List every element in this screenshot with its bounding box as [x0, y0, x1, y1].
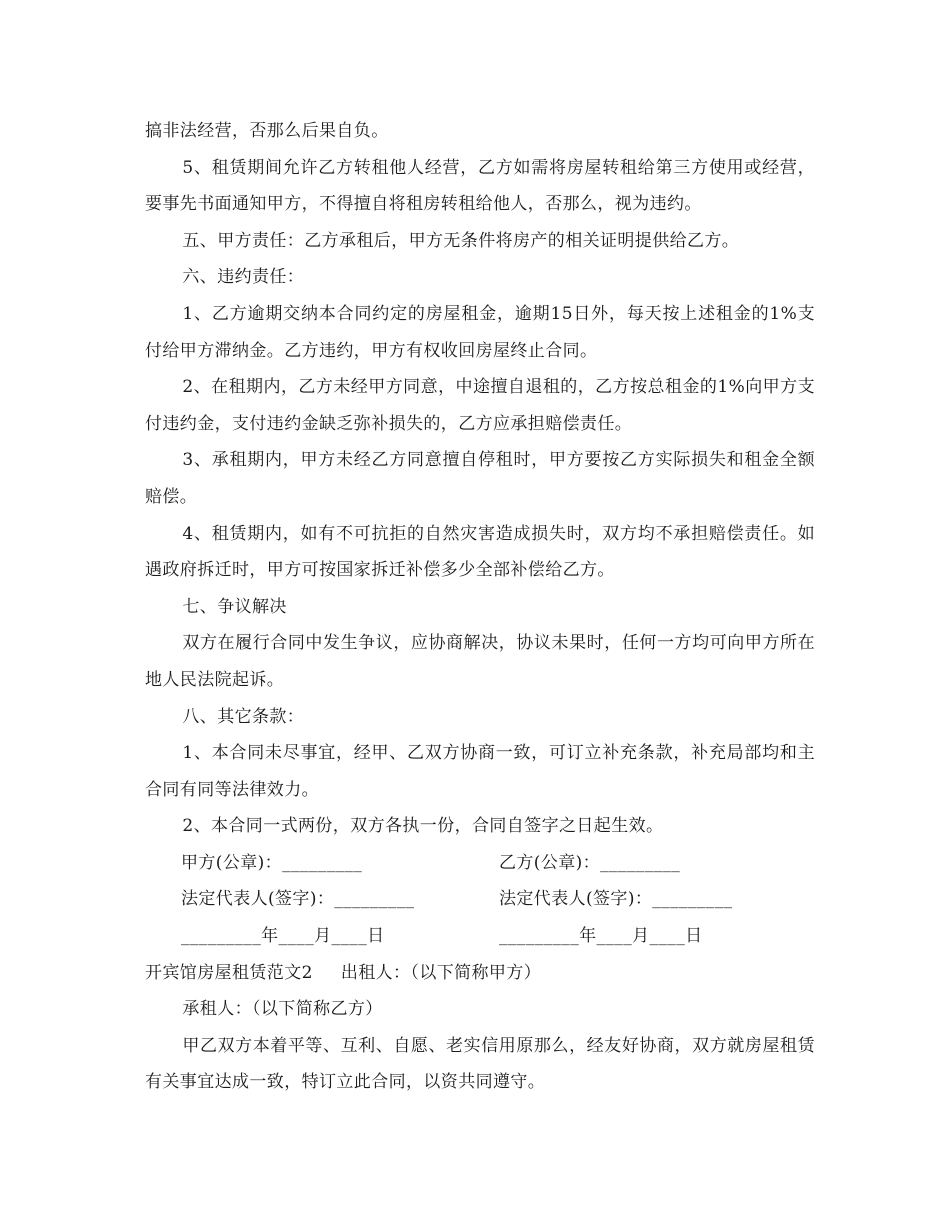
party-a-seal: 甲方(公章)：_________ [181, 852, 363, 873]
signature-rep-row [145, 881, 815, 918]
paragraph-other-2: 2、本合同一式两份，双方各执一份，合同自签字之日起生效。 [182, 816, 664, 837]
heading-breach-liability: 六、违约责任： [182, 267, 305, 288]
section2-title: 开宾馆房屋租赁范文2 [145, 962, 313, 983]
paragraph-breach-4: 4、租赁期内，如有不可抗拒的自然灾害造成损失时，双方均不承担赔偿责任。如遇政府拆迁时，甲方可按国家拆迁补偿多少全部补偿给乙方。 [145, 523, 815, 581]
paragraph-breach-3: 3、承租期内，甲方未经乙方同意擅自停租时，甲方要按乙方实际损失和租金全额赔偿。 [145, 450, 815, 507]
heading-other-terms: 八、其它条款： [182, 706, 305, 727]
paragraph-breach-2: 2、在租期内，乙方未经甲方同意，中途擅自退租的，乙方按总租金的1%向甲方支付违约金，支付违约金缺乏弥补损失的，乙方应承担赔偿责任。 [145, 377, 815, 434]
party-b-seal: 乙方(公章)：_________ [499, 852, 681, 873]
heading-dispute-resolution: 七、争议解决 [182, 596, 287, 617]
section2-lessor: 出租人：（以下简称甲方） [340, 962, 542, 983]
section2-title-line [145, 955, 815, 992]
signature-seal-row [145, 845, 815, 882]
paragraph-clause-5: 5、租赁期间允许乙方转租他人经营，乙方如需将房屋转租给第三方使用或经营，要事先书面通知甲方，不得擅自将租房转租给他人，否那么，视为违约。 [145, 157, 815, 215]
paragraph-0: 搞非法经营，否那么后果自负。 [145, 121, 389, 141]
document-body [145, 113, 815, 1101]
paragraph-dispute: 双方在履行合同中发生争议，应协商解决，协议未果时，任何一方均可向甲方所在地人民法院起诉。 [145, 633, 815, 690]
party-b-date: _________年____月____日 [499, 926, 703, 947]
signature-date-row [145, 918, 815, 955]
paragraph-breach-1: 1、乙方逾期交纳本合同约定的房屋租金，逾期15日外，每天按上述租金的1%支付给甲方滞纳金。乙方违约，甲方有权收回房屋终止合同。 [145, 303, 815, 361]
section2-intro: 甲乙双方本着平等、互利、自愿、老实信用原那么，经友好协商，双方就房屋租赁有关事宜达成一致，特订立此合同，以资共同遵守。 [145, 1035, 815, 1093]
party-a-date: _________年____月____日 [181, 926, 385, 947]
party-b-representative: 法定代表人(签字)：_________ [499, 889, 733, 910]
paragraph-other-1: 1、本合同未尽事宜，经甲、乙双方协商一致，可订立补充条款，补充局部均和主合同有同等法律效力。 [145, 743, 815, 800]
section2-lessee: 承租人：（以下简称乙方） [182, 999, 383, 1020]
party-a-representative: 法定代表人(签字)：_________ [181, 889, 415, 910]
paragraph-section-5-lessor-duty: 五、甲方责任：乙方承租后，甲方无条件将房产的相关证明提供给乙方。 [182, 230, 740, 251]
